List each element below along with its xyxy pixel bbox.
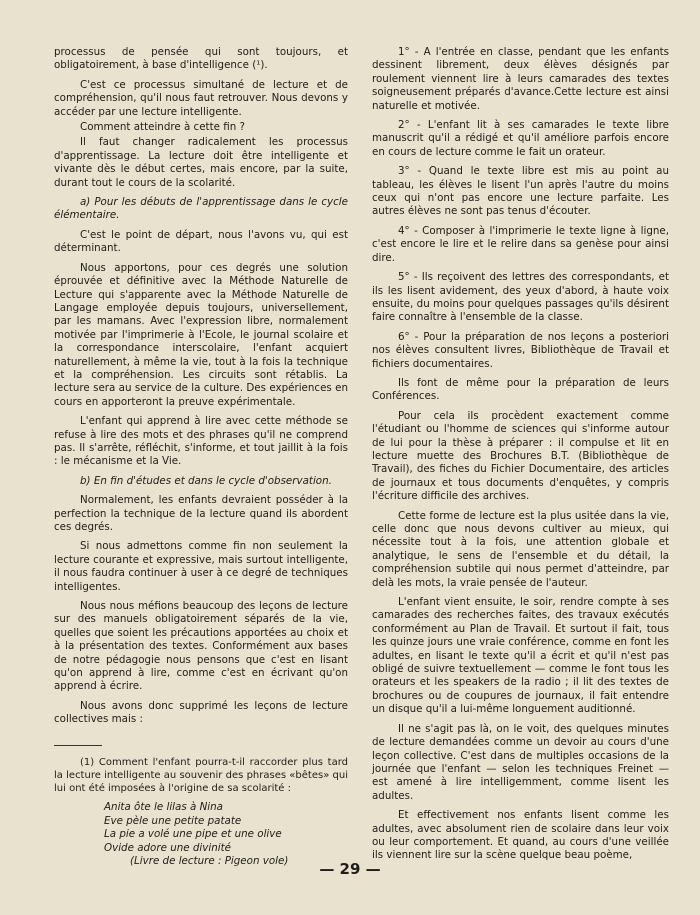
paragraph: Il ne s'agit pas là, on le voit, des quelques minutes de lecture demandées comme un devoir au cours d'une leçon collective. C'est dans de multiples occasions de la journée que l'enfant — selon les techniques Freinet — est amené à lire intelligemment, comme lisent les adultes. bbox=[372, 722, 669, 802]
right-column bbox=[372, 46, 669, 869]
paragraph: Comment atteindre à cette fin ? bbox=[80, 121, 245, 134]
paragraph: Pour cela ils procèdent exactement comme l'étudiant ou l'homme de sciences qui s'informe autour de lui pour la thèse à préparer : il compulse et lit en lecture muette des Brochures B.T. (Bibliothèque de Travail), des fiches du Fichier Documentaire, des articles de journaux et tous documents d'enquêtes, y compris l'écriture difficile des archives. bbox=[372, 409, 669, 503]
left-column bbox=[54, 46, 348, 868]
section-heading: a) Pour les débuts de l'apprentissage dans le cycle élémentaire. bbox=[54, 196, 348, 222]
paragraph: 4° - Composer à l'imprimerie le texte ligne à ligne, c'est encore le lire et le relire dans sa genèse pour ainsi dire. bbox=[372, 224, 669, 264]
page-number: — 29 — bbox=[319, 860, 381, 878]
paragraph: Ils font de même pour la préparation de leurs Conférences. bbox=[372, 376, 669, 403]
paragraph: 5° - Ils reçoivent des lettres des correspondants, et ils les lisent avidement, des yeux d'abord, à haute voix ensuite, du moins pour quelques passages qu'ils désirent faire connaître à l'ensemble de la classe. bbox=[372, 271, 669, 324]
poem-source: (Livre de lecture : Pigeon vole) bbox=[130, 854, 289, 867]
footnote-divider bbox=[54, 745, 102, 746]
section-heading: b) En fin d'études et dans le cycle d'observation. bbox=[80, 474, 332, 487]
paragraph: Nous avons donc supprimé les leçons de lecture collectives mais : bbox=[54, 699, 348, 726]
paragraph: 1° - A l'entrée en classe, pendant que les enfants dessinent librement, deux élèves désignés par roulement viennent lire à leurs camarades des textes soigneusement préparés d'avance.Cette lecture est ainsi naturelle et motivée. bbox=[372, 46, 669, 112]
paragraph: L'enfant vient ensuite, le soir, rendre compte à ses camarades des recherches faites, des travaux exécutés conformément au Plan de Travail. Et surtout il fait, tous les quinze jours une vraie conférence, comme en font les adultes, en lisant le texte qu'il a écrit et qu'il n'est pas obligé de suivre textuellement — comme le font tous les orateurs et les speakers de la radio ; il lit des textes de brochures ou de coupures de journaux, il fait entendre un disque qu'il a lui-même longuement auditionné. bbox=[372, 596, 669, 716]
footnote: (1) Comment l'enfant pourra-t-il raccorder plus tard la lecture intelligente au souvenir des phrases «bêtes» qui lui ont été imposées à l'origine de sa scolarité : bbox=[54, 756, 348, 795]
paragraph: 3° - Quand le texte libre est mis au point au tableau, les élèves le lisent l'un après l'autre du moins ceux qui n'ont pas encore une lecture parfaite. Les autres élèves ne sont pas tenus d'écouter. bbox=[372, 165, 669, 218]
poem-line: La pie a volé une pipe et une olive bbox=[104, 828, 282, 841]
poem-line: Anita ôte le lilas à Nina bbox=[104, 801, 223, 814]
paragraph: Normalement, les enfants devraient posséder à la perfection la technique de la lecture quand ils abordent ces degrés. bbox=[54, 494, 348, 533]
paragraph: Il faut changer radicalement les processus d'apprentissage. La lecture doit être intelligente et vivante dès le début certes, mais encore, par la suite, durant tout le cours de la scolarité. bbox=[54, 136, 348, 189]
paragraph: 2° - L'enfant lit à ses camarades le texte libre manuscrit qu'il a rédigé et qu'il améliore parfois encore en cours de lecture comme le fait un orateur. bbox=[372, 119, 669, 158]
paragraph: Et effectivement nos enfants lisent comme les adultes, avec absolument rien de scolaire dans leur voix ou leur comportement. Et quand, au cours d'une veillée ils viennent lire sur la scène quelque beau poème, bbox=[372, 809, 669, 862]
paragraph: Cette forme de lecture est la plus usitée dans la vie, celle donc que nous devons cultiver au mieux, qui nécessite tout à la fois, une attention globale et analytique, le sens de l'ensemble et du détail, la compréhension subtile qui nous permet d'atteindre, par delà les mots, la vraie pensée de l'auteur. bbox=[372, 509, 669, 589]
paragraph: Si nous admettons comme fin non seulement la lecture courante et expressive, mais surtout intelligente, il nous faudra continuer à user à ce degré de techniques intelligentes. bbox=[54, 540, 348, 593]
paragraph: C'est le point de départ, nous l'avons vu, qui est déterminant. bbox=[54, 228, 348, 255]
poem-line: Ovide adore une divinité bbox=[104, 841, 231, 854]
paragraph: L'enfant qui apprend à lire avec cette méthode se refuse à lire des mots et des phrases qu'il ne comprend pas. Il s'arrête, réfléchit, s'informe, et tout jaillit à la fois : le mécanisme et la Vie. bbox=[54, 415, 348, 468]
poem-line: Eve pèle une petite patate bbox=[104, 814, 242, 827]
paragraph: Nous nous méfions beaucoup des leçons de lecture sur des manuels obligatoirement séparés de la vie, quelles que soient les précautions apportées au choix et à la présentation des textes. Conformément aux bases de notre pédagogie nous pensons que c'est en lisant qu'on apprend à lire, comme c'est en écrivant qu'on apprend à écrire. bbox=[54, 600, 348, 693]
paragraph: Nous apportons, pour ces degrés une solution éprouvée et définitive avec la Méthode Naturelle de Lecture qui s'apparente avec la Méthode Naturelle de Langage employée depuis toujours, universellement, par les mamans. Avec l'expression libre, normalement motivée par l'imprimerie à l'Ecole, le journal scolaire et la correspondance interscolaire, l'enfant acquiert naturellement, à même la vie, tout à la fois la technique et la compréhension. Les circuits sont rétablis. La lecture sera au service de la culture. Des expériences en cours en apporteront la preuve expérimentale. bbox=[54, 261, 348, 408]
paragraph: processus de pensée qui sont toujours, et obligatoirement, à base d'intelligence (¹). bbox=[54, 46, 348, 72]
poem-quote bbox=[104, 801, 348, 868]
paragraph: 6° - Pour la préparation de nos leçons a posteriori nos élèves consultent livres, Bibliothèque de Travail et fichiers documentaires. bbox=[372, 330, 669, 370]
paragraph: C'est ce processus simultané de lecture et de compréhension, qu'il nous faut retrouver. Nous devons y accéder par une lecture intelligente. bbox=[54, 78, 348, 118]
